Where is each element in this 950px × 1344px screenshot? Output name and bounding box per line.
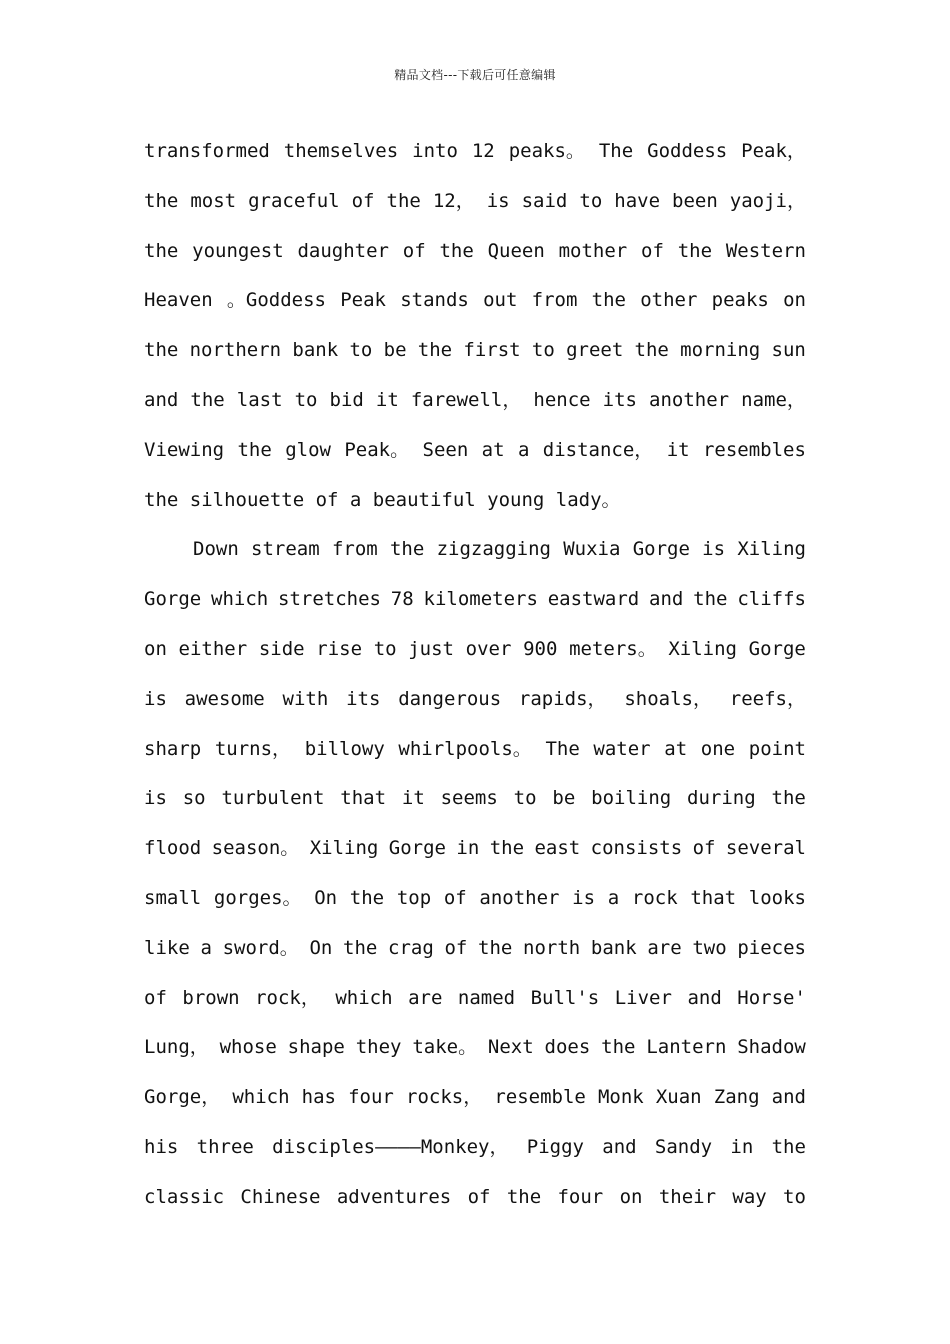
word: turns， [214, 737, 292, 760]
word: Peak。 [344, 438, 410, 461]
word: pieces [737, 936, 806, 959]
word: northern [189, 339, 282, 362]
word: peaks。 [508, 140, 585, 162]
word: and [649, 588, 684, 611]
word: the [144, 189, 179, 212]
word: the [190, 388, 225, 411]
text-line [144, 326, 806, 376]
word: top [396, 886, 432, 909]
word: Lantern [646, 1036, 727, 1059]
word: adventures [336, 1185, 452, 1208]
word: reefs， [729, 687, 806, 710]
word: stream [251, 538, 320, 561]
word: resembles [702, 438, 806, 461]
word: on [619, 1185, 643, 1208]
word: youngest [192, 239, 284, 262]
word: rock， [255, 986, 320, 1009]
word: Seen [422, 438, 469, 461]
word: the [417, 339, 453, 362]
text-line [144, 227, 806, 277]
word: one [700, 737, 736, 760]
word: peaks [711, 289, 769, 312]
word: his [144, 1135, 179, 1158]
word: last [236, 388, 283, 411]
word: of [641, 239, 664, 262]
word: of [467, 1185, 491, 1208]
word: kilometers [423, 588, 538, 611]
word: Heaven [144, 289, 213, 312]
word: just [408, 637, 454, 660]
word: with [282, 687, 329, 710]
word: whirlpools。 [398, 737, 532, 760]
word: a [607, 886, 620, 909]
text-line: the silhouette of a beautiful young lady。 [144, 488, 621, 511]
word: Liver [614, 986, 672, 1009]
word: sharp [144, 737, 202, 760]
word: cliffs [737, 588, 806, 611]
word: mother [558, 239, 628, 262]
word: from [331, 538, 378, 561]
word: whose [219, 1036, 277, 1059]
word: to [294, 388, 318, 411]
word: to [373, 637, 397, 660]
word: distance， [542, 438, 654, 461]
word: Queen [487, 239, 545, 262]
word: water [593, 737, 651, 760]
word: Horse' [737, 986, 806, 1009]
word: crag [388, 936, 434, 959]
word: consists [590, 837, 683, 860]
word: the [237, 438, 272, 461]
word: is [486, 189, 510, 212]
word: which [211, 588, 269, 611]
word: greet [566, 339, 624, 362]
word: The [545, 737, 580, 760]
word: Bull's [530, 986, 600, 1009]
word: flood [144, 837, 202, 860]
word: On [314, 886, 338, 909]
word: billowy [304, 737, 385, 760]
word: a [200, 936, 212, 959]
word: Sandy [654, 1135, 713, 1158]
word: it [401, 787, 425, 810]
word: to [783, 1185, 806, 1208]
word: zigzagging [436, 538, 551, 561]
text-line [144, 127, 806, 177]
word: morning [680, 339, 761, 362]
word: Gorge [144, 588, 202, 611]
page-header: 精品文档---下载后可任意编辑 [394, 68, 556, 82]
word: Wuxia [563, 538, 621, 561]
word: sword。 [222, 936, 299, 959]
word: stretches [278, 588, 381, 611]
word: said [521, 189, 568, 212]
word: rapids， [518, 687, 607, 710]
word: another [479, 886, 560, 909]
text-line [144, 874, 806, 924]
word: Down [193, 538, 239, 561]
word: on [144, 637, 167, 660]
word: the [506, 1185, 542, 1208]
word: way [732, 1185, 767, 1208]
word: be [552, 787, 576, 810]
word: hence [533, 388, 591, 411]
text-line [144, 625, 806, 675]
word: Gorge [388, 837, 446, 860]
word: another [649, 388, 730, 411]
word: side [258, 637, 305, 660]
word: during [687, 787, 756, 810]
word: a [517, 438, 530, 461]
word: been [672, 189, 718, 212]
word: their [658, 1185, 717, 1208]
word: like [144, 936, 190, 959]
word: gorges。 [213, 886, 302, 909]
word: stands [400, 289, 469, 312]
word: awesome [184, 687, 265, 710]
word: three [196, 1135, 254, 1158]
word: 12， [432, 189, 475, 212]
word: classic [144, 1185, 225, 1208]
word: sun [771, 339, 806, 362]
word: so [182, 787, 206, 810]
word: are [647, 936, 682, 959]
word: Monk [597, 1086, 644, 1109]
text-line [144, 426, 806, 476]
word: the [349, 886, 385, 909]
word: is [572, 886, 596, 909]
text-line [144, 824, 806, 874]
word: bank [292, 339, 339, 362]
word: meters。 [569, 637, 657, 660]
word: Next [487, 1036, 534, 1059]
word: Piggy [526, 1135, 584, 1158]
word: Xiling [668, 637, 737, 660]
word: Western [725, 239, 806, 262]
word: dangerous [398, 687, 502, 710]
word: bid [329, 388, 364, 411]
word: season。 [211, 837, 300, 860]
word: its [602, 388, 637, 411]
word: yaoji， [729, 189, 806, 212]
word: turbulent [221, 787, 325, 810]
word: graceful [248, 189, 340, 212]
word: in [730, 1135, 754, 1158]
word: the [771, 1135, 806, 1158]
word: Peak [340, 289, 386, 312]
text-line [144, 525, 806, 575]
text-line [144, 1123, 806, 1173]
word: which [232, 1086, 290, 1109]
word: Gorge [748, 637, 806, 660]
word: the [144, 239, 179, 262]
word: The [598, 140, 634, 162]
word: name， [741, 388, 806, 411]
word: which [335, 986, 393, 1009]
word: boiling [591, 787, 672, 810]
word: first [463, 339, 521, 362]
word: either [178, 637, 248, 660]
word: of [144, 986, 167, 1009]
word: Zang [713, 1086, 760, 1109]
word: have [614, 189, 661, 212]
text-line [144, 974, 806, 1024]
word: 78 [390, 588, 414, 611]
word: is [144, 787, 167, 810]
word: bank [590, 936, 637, 959]
word: Gorge， [144, 1086, 221, 1109]
word: brown [182, 986, 240, 1009]
word: the [478, 936, 513, 959]
word: to [513, 787, 537, 810]
word: are [408, 986, 443, 1009]
text-line [144, 1173, 806, 1223]
word: rise [316, 637, 363, 660]
word: farewell， [410, 388, 522, 411]
word: to [531, 339, 555, 362]
text-line [144, 774, 806, 824]
word: Chinese [240, 1185, 321, 1208]
word: shoals， [624, 687, 712, 710]
text-line [144, 575, 806, 625]
word: east [534, 837, 581, 860]
word: transformed [144, 140, 270, 162]
word: looks [748, 886, 806, 909]
word: Goddess [647, 140, 728, 162]
word: of [351, 189, 375, 212]
word: of [402, 239, 426, 262]
word: four [348, 1086, 394, 1109]
word: the [771, 787, 806, 810]
word: small [144, 886, 202, 909]
word: of [692, 837, 716, 860]
word: over [465, 637, 512, 660]
word: that [690, 886, 737, 909]
word: it [666, 438, 690, 461]
word: shape [287, 1036, 345, 1059]
word: on [783, 289, 806, 312]
word: the [601, 1036, 636, 1059]
word: named [457, 986, 516, 1009]
word: it [375, 388, 399, 411]
word: to [349, 339, 373, 362]
word: Viewing [144, 438, 225, 461]
word: most [190, 189, 237, 212]
word: resemble [494, 1086, 586, 1109]
text-line [144, 1073, 806, 1123]
word: glow [285, 438, 331, 461]
word: themselves [283, 140, 399, 162]
word: at [664, 737, 688, 760]
word: to [579, 189, 603, 212]
text-line [144, 675, 806, 725]
word: is [702, 538, 726, 561]
word: other [640, 289, 698, 312]
word: daughter [297, 239, 389, 262]
word: at [481, 438, 505, 461]
word: Lung， [144, 1036, 209, 1059]
word: and [602, 1135, 637, 1158]
text-line [144, 725, 806, 775]
word: Xiling [309, 837, 379, 860]
word: Xiling [737, 538, 806, 561]
word: the [439, 239, 474, 262]
word: the [144, 339, 179, 362]
word: 12 [471, 140, 495, 162]
text-line [144, 924, 806, 974]
word: 。Goddess [226, 289, 326, 312]
word: the [489, 837, 525, 860]
word: of [443, 886, 467, 909]
word: out [483, 289, 518, 312]
word: in [456, 837, 480, 860]
word: rock [631, 886, 678, 909]
text-line [144, 177, 806, 227]
document-body [144, 127, 806, 1223]
word: the [343, 936, 378, 959]
word: has [301, 1086, 336, 1109]
text-line [144, 376, 806, 426]
word: eastward [547, 588, 640, 611]
word: 900 [523, 637, 558, 660]
word: that [340, 787, 387, 810]
word: the [591, 289, 626, 312]
word: rocks， [406, 1086, 483, 1109]
word: of [444, 936, 468, 959]
word: they [355, 1036, 402, 1059]
word: north [523, 936, 581, 959]
word: Shadow [737, 1036, 806, 1059]
word: the [386, 189, 421, 212]
word: the [389, 538, 425, 561]
word: into [412, 140, 458, 162]
word: take。 [412, 1036, 478, 1059]
word: point [748, 737, 806, 760]
text-line [144, 1023, 806, 1073]
word: is [144, 687, 167, 710]
word: Xuan [655, 1086, 702, 1109]
text-line [144, 276, 806, 326]
word: seems [440, 787, 498, 810]
word: four [557, 1185, 604, 1208]
word: two [692, 936, 727, 959]
word: be [383, 339, 407, 362]
word: does [544, 1036, 591, 1059]
word: the [634, 339, 669, 362]
word: from [531, 289, 578, 312]
word: and [687, 986, 722, 1009]
word: Peak， [741, 140, 806, 162]
word: several [725, 837, 806, 860]
word: its [346, 687, 381, 710]
word: and [144, 388, 179, 411]
word: On [309, 936, 333, 959]
word: the [677, 239, 713, 262]
word: disciples————Monkey， [272, 1135, 509, 1158]
word: the [693, 588, 728, 611]
word: and [771, 1086, 806, 1109]
word: Gorge [632, 538, 690, 561]
